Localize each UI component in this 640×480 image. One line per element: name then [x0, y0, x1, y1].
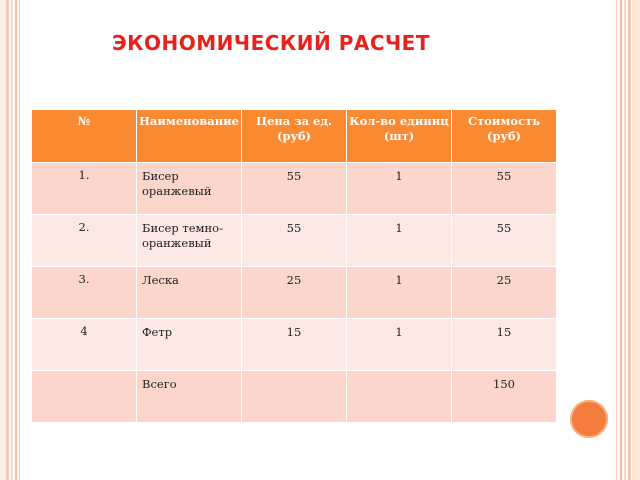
cell-total-label: Всего	[137, 371, 242, 423]
cell-quantity: 1	[347, 215, 452, 267]
cell-number: 2.	[32, 215, 137, 267]
header-name: Наименование	[137, 110, 242, 163]
cell-unit-price: 55	[242, 163, 347, 215]
header-cost: Стоимость (руб)	[452, 110, 557, 163]
cell-quantity: 1	[347, 163, 452, 215]
cell-number: 4	[32, 319, 137, 371]
table-row	[32, 267, 557, 319]
table-total-row	[32, 371, 557, 423]
header-number: №	[32, 110, 137, 163]
cell-total-cost: 150	[452, 371, 557, 423]
table-row	[32, 163, 557, 215]
accent-circle	[570, 400, 608, 438]
cell-cost: 55	[452, 215, 557, 267]
cell-name: Бисер темно-оранжевый	[137, 215, 242, 267]
cell-cost: 15	[452, 319, 557, 371]
table-row	[32, 215, 557, 267]
cell-number: 3.	[32, 267, 137, 319]
table-header-row	[32, 110, 557, 163]
cell-name: Леска	[137, 267, 242, 319]
cell-quantity: 1	[347, 267, 452, 319]
cell-unit-price: 25	[242, 267, 347, 319]
cell-cost: 25	[452, 267, 557, 319]
cell-unit-price	[242, 371, 347, 423]
cell-unit-price: 15	[242, 319, 347, 371]
left-decorative-stripes	[0, 0, 26, 480]
slide-title: ЭКОНОМИЧЕСКИЙ РАСЧЕТ	[112, 31, 430, 55]
cell-quantity: 1	[347, 319, 452, 371]
right-decorative-stripes	[610, 0, 640, 480]
cell-number	[32, 371, 137, 423]
header-unit-price: Цена за ед. (руб)	[242, 110, 347, 163]
table-row	[32, 319, 557, 371]
cell-unit-price: 55	[242, 215, 347, 267]
cell-quantity	[347, 371, 452, 423]
header-quantity: Кол-во единиц (шт)	[347, 110, 452, 163]
cell-name: Фетр	[137, 319, 242, 371]
economic-calculation-table	[31, 109, 557, 423]
cell-name: Бисер оранжевый	[137, 163, 242, 215]
cell-cost: 55	[452, 163, 557, 215]
cell-number: 1.	[32, 163, 137, 215]
